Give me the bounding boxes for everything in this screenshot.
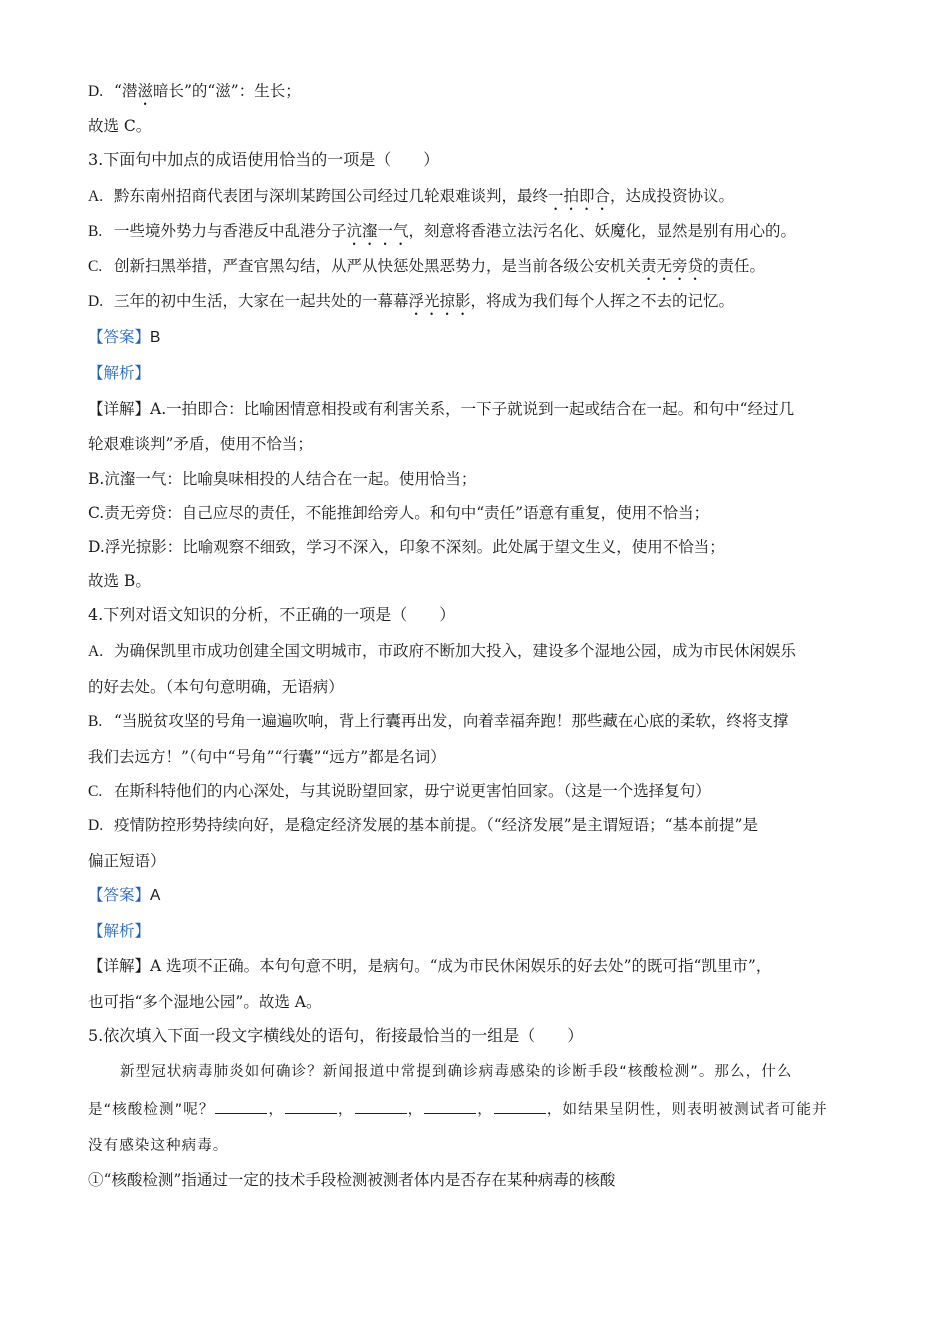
question-3-option-d: D. 三年的初中生活，大家在一起共处的一幕幕浮光掠影，将成为我们每个人挥之不去的记忆。	[88, 292, 735, 310]
question-3-detail-line: 轮艰难谈判”矛盾，使用不恰当；	[88, 435, 313, 453]
fill-blank	[285, 1098, 337, 1114]
question-3-detail-line: C.责无旁贷：自己应尽的责任，不能推卸给旁人。和句中“责任”语意有重复，使用不恰当；	[88, 504, 710, 522]
question-3-stem: 3.下面句中加点的成语使用恰当的一项是（ ）	[88, 150, 440, 169]
question-4-analysis-label: 【解析】	[88, 922, 151, 940]
fill-blank	[215, 1098, 267, 1114]
answer-value: A	[150, 887, 161, 904]
question-4-option-d: D. 疫情防控形势持续向好，是稳定经济发展的基本前提。（“经济发展”是主谓短语；“基本前提”是	[88, 816, 758, 834]
fill-blank	[494, 1098, 546, 1114]
question-4-option-d-cont: 偏正短语）	[88, 852, 166, 870]
question-4-option-b-cont: 我们去远方！”（句中“号角”“行囊”“远方”都是名词）	[88, 748, 446, 766]
fill-blank	[424, 1098, 476, 1114]
question-3-detail-line: B.沆瀣一气：比喻臭味相投的人结合在一起。使用恰当；	[88, 470, 477, 488]
question-4-stem: 4.下列对语文知识的分析，不正确的一项是（ ）	[88, 605, 456, 624]
question-3-detail-line: D.浮光掠影：比喻观察不细致，学习不深入，印象不深刻。此处属于望文生义，使用不恰当；	[88, 538, 725, 556]
question-3-option-a: A. 黔东南州招商代表团与深圳某跨国公司经过几轮艰难谈判，最终一拍即合，达成投资协议。	[88, 187, 735, 205]
question-3-detail-line: 【详解】A.一拍即合：比喻困情意相投或有利害关系，一下子就说到一起或结合在一起。和句中“经过几	[88, 400, 795, 418]
answer-label: 【答案】	[88, 886, 151, 904]
answer-label: 【答案】	[88, 328, 151, 346]
question-3-analysis-label: 【解析】	[88, 364, 151, 382]
question-5-stem: 5.依次填入下面一段文字横线处的语句，衔接最恰当的一组是（ ）	[88, 1026, 584, 1045]
detail-label: 【详解】	[88, 957, 151, 975]
question-4-option-b: B. “当脱贫攻坚的号角一遍遍吹响，背上行囊再出发，向着幸福奔跑！那些藏在心底的柔软，终将支撑	[88, 712, 789, 730]
fill-blank	[355, 1098, 407, 1114]
question-5-item-1: ①“核酸检测”指通过一定的技术手段检测被测者体内是否存在某种病毒的核酸	[88, 1171, 616, 1189]
question-3-option-b: B. 一些境外势力与香港反中乱港分子沆瀣一气，刻意将香港立法污名化、妖魔化，显然是别有用心的。	[88, 222, 797, 240]
question-5-passage-line: 没有感染这种病毒。	[88, 1138, 229, 1154]
question-4-detail-line: 【详解】A 选项不正确。本句句意不明，是病句。“成为市民休闲娱乐的好去处”的既可指“凯里市”，	[88, 957, 772, 975]
prev-conclusion: 故选 C。	[88, 117, 152, 135]
question-3-answer	[88, 326, 160, 349]
question-4-answer	[88, 884, 160, 907]
question-4-option-a-cont: 的好去处。（本句句意明确，无语病）	[88, 678, 344, 696]
question-4-detail-line: 也可指“多个湿地公园”。故选 A。	[88, 993, 322, 1011]
question-3-conclusion: 故选 B。	[88, 572, 151, 590]
question-3-option-c: C. 创新扫黑举措，严查官黑勾结，从严从快惩处黑恶势力，是当前各级公安机关责无旁贷的责任。	[88, 257, 766, 275]
answer-value: B	[150, 329, 161, 346]
question-4-option-a: A. 为确保凯里市成功创建全国文明城市，市政府不断加大投入，建设多个湿地公园，成为市民休闲娱乐	[88, 642, 797, 660]
option-letter: D.	[88, 83, 104, 100]
detail-label: 【详解】	[88, 400, 151, 418]
question-4-option-c: C. 在斯科特他们的内心深处，与其说盼望回家，毋宁说更害怕回家。（这是一个选择复句）	[88, 782, 711, 800]
prev-option-d: D. “潜滋暗长”的“滋”：生长；	[88, 80, 301, 109]
question-5-passage-line: 新型冠状病毒肺炎如何确诊？新闻报道中常提到确诊病毒感染的诊断手段“核酸检测”。那么，什么	[120, 1064, 793, 1080]
question-5-passage-line: 是“核酸检测”呢？ ， ， ， ， ，如结果呈阴性，则表明被测试者可能并	[88, 1098, 828, 1121]
